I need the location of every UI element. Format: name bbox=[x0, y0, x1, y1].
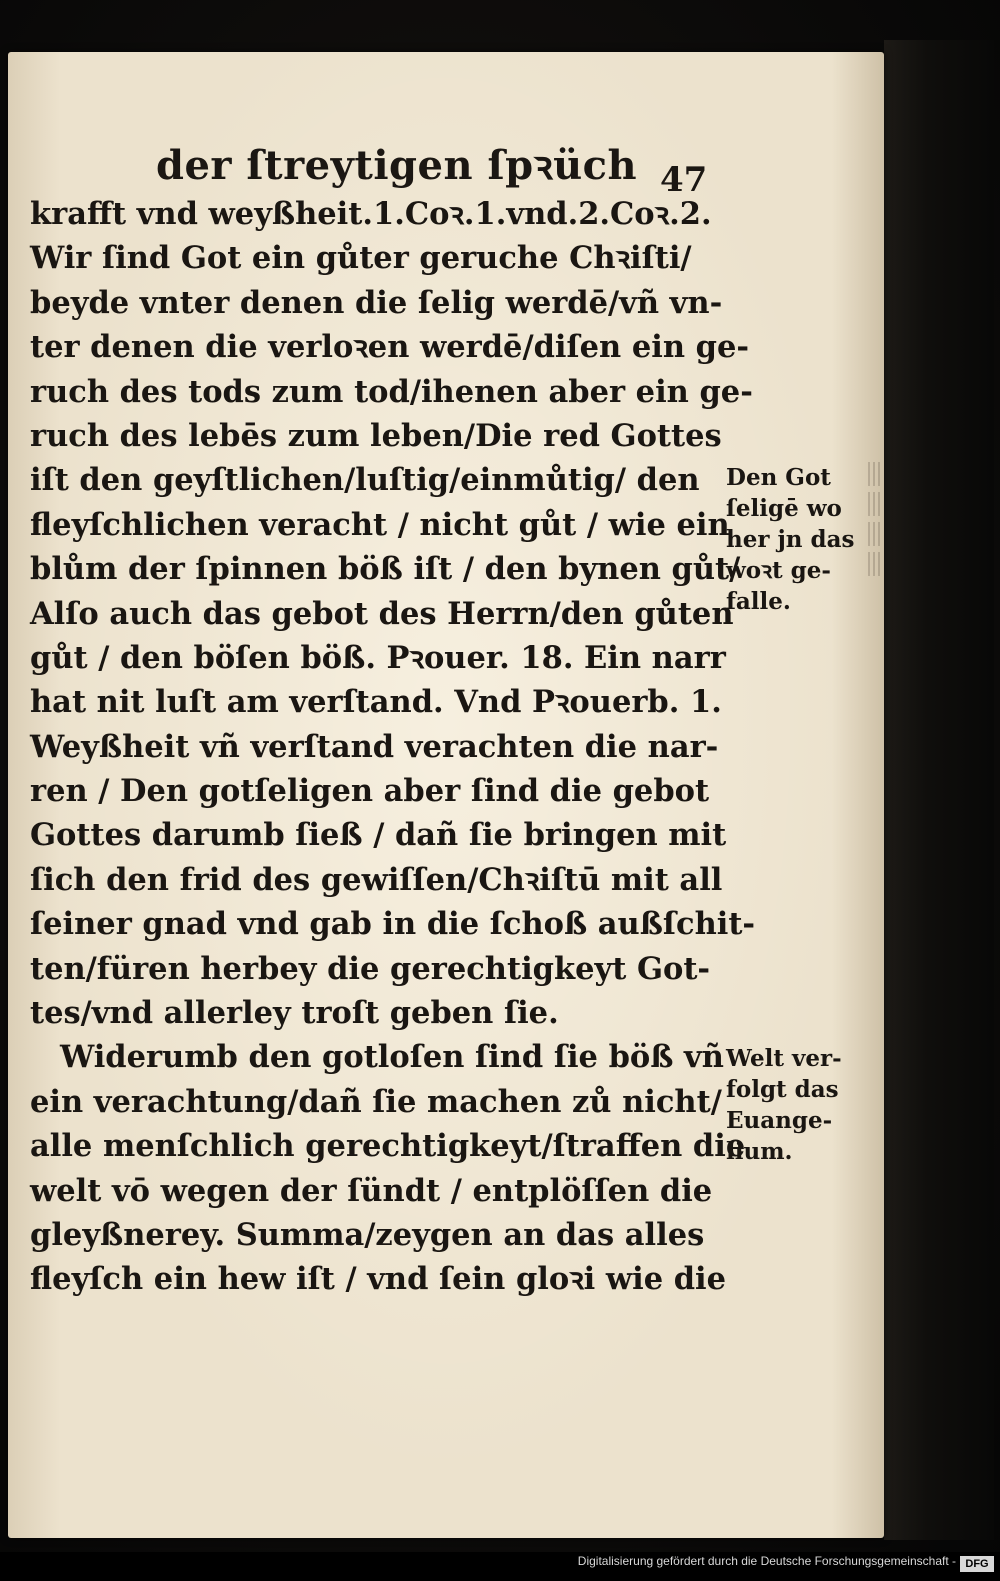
text-line: ter denen die verloꝛen werdē/diſen ein ge- bbox=[30, 329, 750, 366]
text-line: ten/füren herbey die gerechtigkeyt Got- bbox=[30, 950, 711, 987]
text-line: beyde vnter denen die ſelig werdē/vñ vn- bbox=[30, 284, 723, 321]
margin-note-line: her jn das bbox=[726, 526, 855, 553]
text-line: blům der ſpinnen böß iſt / den bynen gůt/ bbox=[30, 551, 741, 588]
margin-note-line: falle. bbox=[726, 588, 791, 615]
text-line: ruch des lebēs zum leben/Die red Gottes bbox=[30, 417, 722, 454]
text-line: gleyßnerey. Summa/zeygen an das alles bbox=[30, 1216, 705, 1253]
text-line: Alſo auch das gebot des Herrn/den gůten bbox=[30, 595, 734, 632]
margin-note-line: ſeligē wo bbox=[726, 495, 842, 522]
margin-note-gospel-pleasure bbox=[726, 462, 876, 617]
text-line: ruch des tods zum tod/ihenen aber ein ge- bbox=[30, 373, 753, 410]
margin-note-line: folgt das bbox=[726, 1076, 839, 1103]
text-line: fleyſch ein hew iſt / vnd ſein gloꝛi wie die bbox=[30, 1261, 727, 1298]
text-line: ſich den frid des gewiſſen/Chꝛiſtū mit all bbox=[30, 861, 723, 898]
margin-note-line: Den Got bbox=[726, 464, 831, 491]
text-line: welt vō wegen der ſündt / entplöſſen die bbox=[30, 1172, 713, 1209]
scan-border-strip bbox=[884, 40, 994, 1540]
text-line: ren / Den gotſeligen aber ſind die gebot bbox=[30, 773, 710, 810]
paragraph-start-line: Widerumb den gotloſen ſind ſie böß vñ bbox=[60, 1039, 724, 1076]
text-line: Wir ſind Got ein gůter geruche Chꝛiſti/ bbox=[30, 240, 692, 277]
running-head: der ſtreytigen ſpꝛüch bbox=[156, 142, 638, 189]
text-line: tes/vnd allerley troſt geben ſie. bbox=[30, 995, 559, 1032]
margin-note-line: woꝛt ge- bbox=[726, 557, 831, 584]
text-line: ein verachtung/dañ ſie machen zů nicht/ bbox=[30, 1083, 722, 1120]
margin-note-line: Welt ver- bbox=[726, 1045, 842, 1072]
text-line: gůt / den böſen böß. Pꝛouer. 18. Ein narr bbox=[30, 639, 726, 676]
text-line: fleyſchlichen veracht / nicht gůt / wie ein bbox=[30, 506, 730, 543]
footer-credit: Digitalisierung gefördert durch die Deutsche Forschungsgemeinschaft - bbox=[577, 1554, 956, 1568]
show-through-ink bbox=[868, 462, 884, 582]
margin-note-line: Euange- bbox=[726, 1107, 833, 1134]
margin-note-line: lium. bbox=[726, 1138, 793, 1165]
text-line: iſt den geyſtlichen/luſtig/einmůtig/ den bbox=[30, 462, 700, 499]
text-line: hat nit luſt am verſtand. Vnd Pꝛouerb. 1. bbox=[30, 684, 722, 721]
text-line: Weyßheit vñ verſtand verachten die nar- bbox=[30, 728, 719, 765]
body-text-block bbox=[30, 192, 756, 1302]
margin-note-world-persecutes bbox=[726, 1043, 876, 1167]
text-line: ſeiner gnad vnd gab in die ſchoß außſchit- bbox=[30, 906, 756, 943]
text-line: krafft vnd weyßheit.1.Coꝛ.1.vnd.2.Coꝛ.2. bbox=[30, 196, 712, 232]
page-number: 47 bbox=[660, 160, 708, 200]
dfg-logo: DFG bbox=[960, 1556, 994, 1572]
text-line: alle menſchlich gerechtigkeyt/ſtraffen die bbox=[30, 1128, 746, 1165]
text-line: Gottes darumb ſieß / dañ ſie bringen mit bbox=[30, 817, 727, 854]
page-header bbox=[150, 132, 710, 192]
